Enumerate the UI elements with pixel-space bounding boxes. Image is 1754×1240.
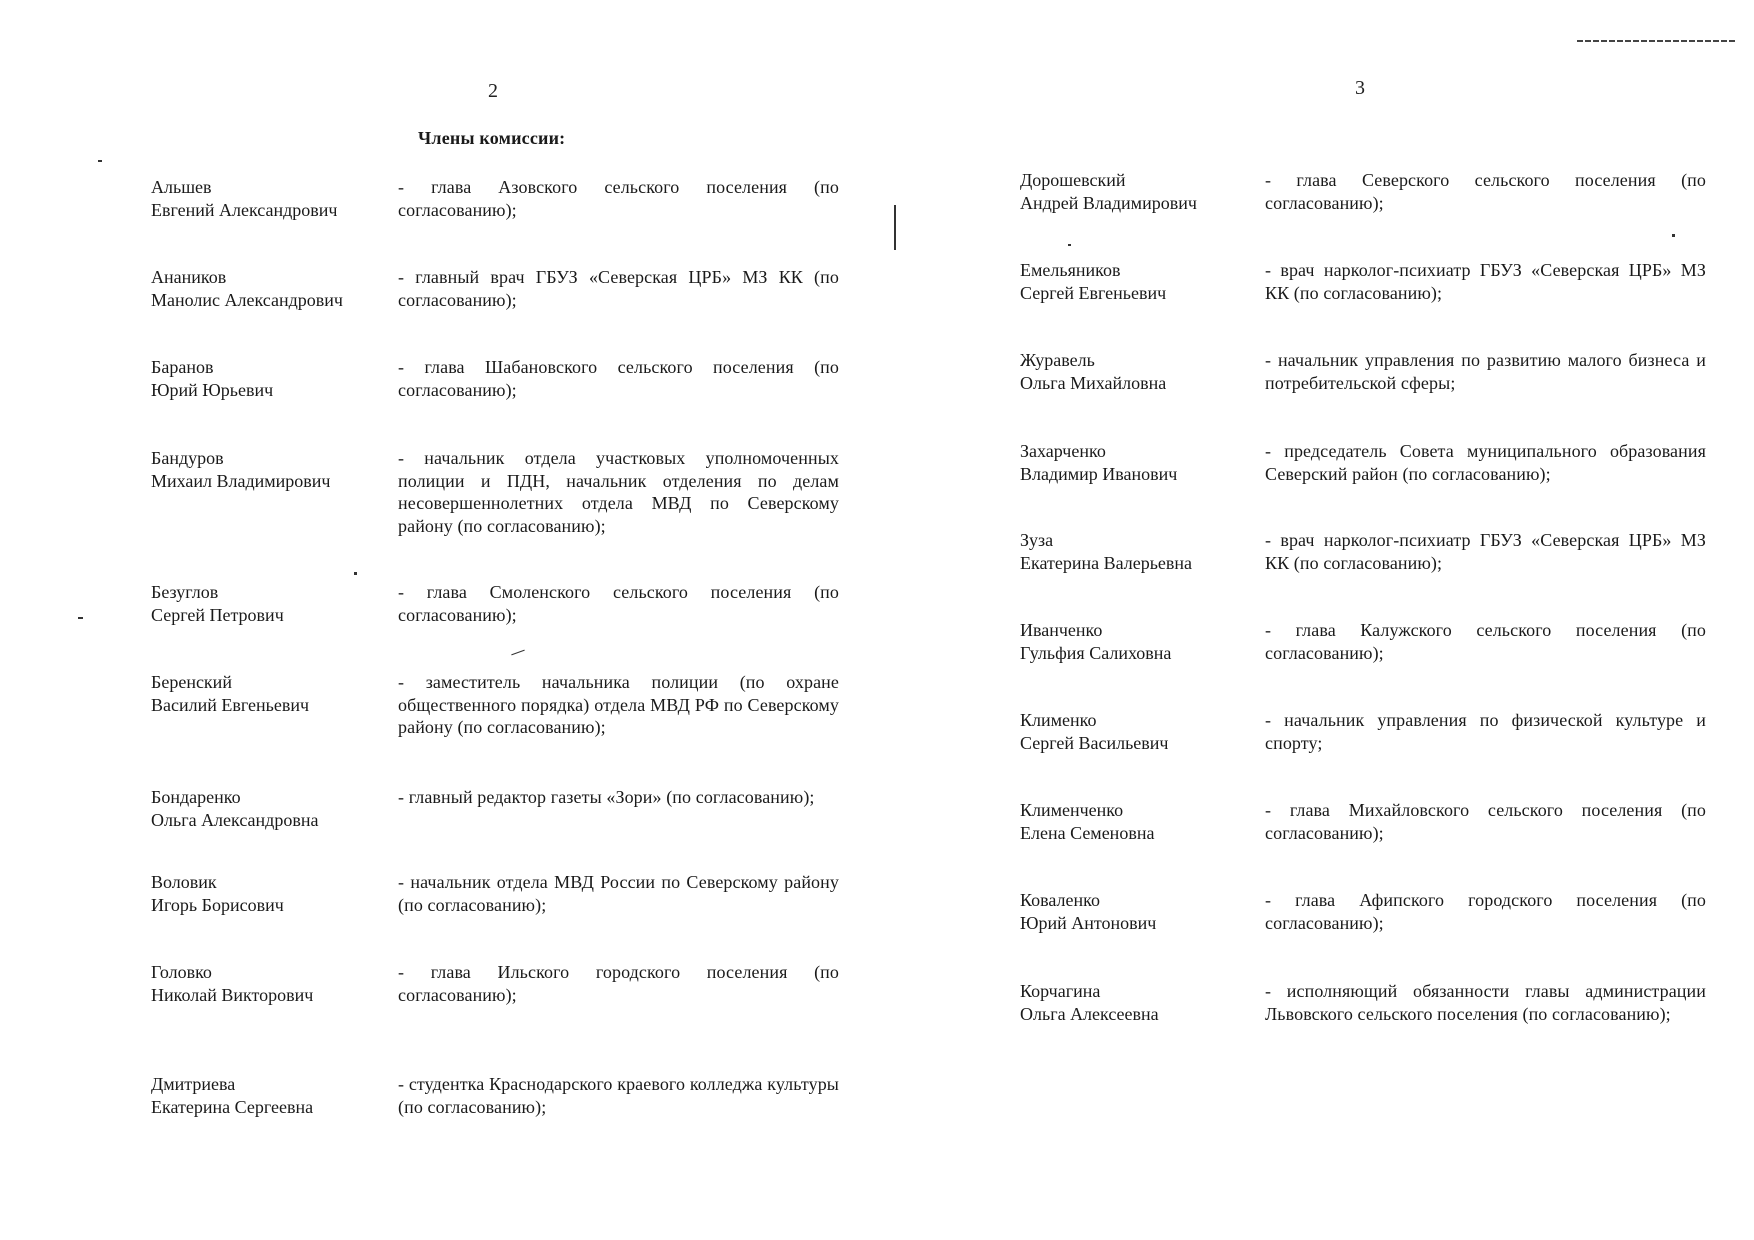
member-role: - глава Северского сельского поселения (по согласованию); (1265, 170, 1706, 213)
member-name (151, 786, 398, 831)
member-given-name: Ольга Михайловна (1020, 372, 1167, 393)
scan-speck (354, 572, 357, 575)
member-role: - глава Афипского городского поселения (по согласованию); (1265, 890, 1706, 933)
member-surname: Дорошевский (1020, 170, 1126, 190)
member-role: - глава Шабановского сельского поселения (по согласованию); (398, 357, 839, 400)
member-given-name: Игорь Борисович (151, 894, 284, 915)
member-given-name: Екатерина Валерьевна (1020, 552, 1193, 573)
member-entry (1020, 980, 1706, 1025)
member-entry (1020, 529, 1706, 574)
member-surname: Зуза (1020, 530, 1054, 550)
member-surname: Журавель (1020, 350, 1095, 370)
scan-artifact-line (1577, 40, 1737, 42)
member-surname: Дмитриева (151, 1074, 236, 1094)
scan-speck (1672, 234, 1675, 237)
member-surname: Анаников (151, 267, 227, 287)
member-surname: Альшев (151, 177, 212, 197)
member-entry (1020, 169, 1706, 214)
member-role: - начальник управления по развитию малого бизнеса и потребительской сферы; (1265, 350, 1706, 393)
member-given-name: Ольга Алексеевна (1020, 1003, 1159, 1024)
member-entry (1020, 799, 1706, 844)
member-name (151, 671, 398, 739)
member-given-name: Екатерина Сергеевна (151, 1096, 314, 1117)
member-given-name: Гульфия Салиховна (1020, 642, 1172, 663)
member-entry (1020, 709, 1706, 754)
member-role: - заместитель начальника полиции (по охране общественного порядка) отдела МВД РФ по Северскому району (по согласованию); (398, 672, 839, 737)
member-given-name: Сергей Евгеньевич (1020, 282, 1167, 303)
scan-speck (511, 650, 524, 656)
member-surname: Захарченко (1020, 441, 1106, 461)
member-name (1020, 889, 1265, 934)
member-name (151, 176, 398, 221)
member-role: - глава Ильского городского поселения (по согласованию); (398, 962, 839, 1005)
member-name (151, 581, 398, 626)
member-given-name: Юрий Юрьевич (151, 379, 274, 400)
member-surname: Баранов (151, 357, 214, 377)
member-surname: Головко (151, 962, 212, 982)
scan-speck (1068, 244, 1071, 246)
right-page (877, 0, 1754, 1240)
member-entry (151, 871, 839, 916)
member-entry (151, 266, 839, 311)
member-role: - глава Михайловского сельского поселения (по согласованию); (1265, 800, 1706, 843)
member-entry (1020, 440, 1706, 485)
member-given-name: Василий Евгеньевич (151, 694, 310, 715)
member-given-name: Ольга Александровна (151, 809, 319, 830)
member-name (1020, 440, 1265, 485)
member-role: - главный редактор газеты «Зори» (по согласованию); (398, 787, 815, 807)
member-entry (151, 786, 839, 831)
member-surname: Безуглов (151, 582, 219, 602)
member-role: - глава Азовского сельского поселения (по согласованию); (398, 177, 839, 220)
member-given-name: Елена Семеновна (1020, 822, 1155, 843)
member-surname: Емельяников (1020, 260, 1121, 280)
member-entry (151, 356, 839, 401)
member-surname: Коваленко (1020, 890, 1100, 910)
member-given-name: Сергей Петрович (151, 604, 284, 625)
member-surname: Беренский (151, 672, 232, 692)
member-entry (151, 581, 839, 626)
member-name (151, 1073, 398, 1118)
member-name (151, 871, 398, 916)
member-entry (151, 176, 839, 221)
member-name (1020, 259, 1265, 304)
member-name (1020, 349, 1265, 394)
scan-speck (98, 160, 102, 162)
member-name (1020, 619, 1265, 664)
member-name (1020, 529, 1265, 574)
member-role: - председатель Совета муниципального образования Северский район (по согласованию); (1265, 441, 1706, 484)
member-entry (1020, 259, 1706, 304)
scan-speck (78, 617, 83, 619)
section-title: Члены комиссии: (418, 128, 566, 148)
member-surname: Клименченко (1020, 800, 1124, 820)
member-given-name: Евгений Александрович (151, 199, 338, 220)
member-surname: Иванченко (1020, 620, 1103, 640)
member-entry (1020, 619, 1706, 664)
member-given-name: Манолис Александрович (151, 289, 343, 310)
member-name (151, 961, 398, 1006)
member-surname: Клименко (1020, 710, 1097, 730)
member-entry (151, 961, 839, 1006)
member-role: - исполняющий обязанности главы администрации Львовского сельского поселения (по согласованию); (1265, 981, 1706, 1024)
member-role: - врач нарколог-психиатр ГБУЗ «Северская ЦРБ» МЗ КК (по согласованию); (1265, 260, 1706, 303)
member-name (1020, 799, 1265, 844)
member-role: - главный врач ГБУЗ «Северская ЦРБ» МЗ КК (по согласованию); (398, 267, 839, 310)
member-role: - врач нарколог-психиатр ГБУЗ «Северская ЦРБ» МЗ КК (по согласованию); (1265, 530, 1706, 573)
member-given-name: Михаил Владимирович (151, 470, 331, 491)
member-given-name: Владимир Иванович (1020, 463, 1178, 484)
member-role: - начальник управления по физической культуре и спорту; (1265, 710, 1706, 753)
member-entry (151, 447, 839, 537)
member-given-name: Юрий Антонович (1020, 912, 1157, 933)
member-given-name: Николай Викторович (151, 984, 314, 1005)
member-given-name: Андрей Владимирович (1020, 192, 1197, 213)
member-surname: Бондаренко (151, 787, 241, 807)
member-name (1020, 709, 1265, 754)
member-role: - глава Смоленского сельского поселения (по согласованию); (398, 582, 839, 625)
page-number: 3 (1355, 77, 1365, 99)
page-number: 2 (488, 80, 498, 102)
member-name (1020, 980, 1265, 1025)
member-name (1020, 169, 1265, 214)
member-name (151, 447, 398, 537)
member-entry (151, 1073, 839, 1118)
member-surname: Воловик (151, 872, 217, 892)
member-surname: Корчагина (1020, 981, 1101, 1001)
member-entry (1020, 889, 1706, 934)
member-name (151, 356, 398, 401)
member-role: - студентка Краснодарского краевого колледжа культуры (по согласованию); (398, 1074, 839, 1117)
member-name (151, 266, 398, 311)
member-entry (1020, 349, 1706, 394)
member-entry (151, 671, 839, 739)
member-surname: Бандуров (151, 448, 224, 468)
member-given-name: Сергей Васильевич (1020, 732, 1169, 753)
member-role: - начальник отдела участковых уполномоченных полиции и ПДН, начальник отделения по делам несовершеннолетних отдела МВД по Северскому району (по согласованию); (398, 448, 839, 536)
member-role: - начальник отдела МВД России по Северскому району (по согласованию); (398, 872, 839, 915)
member-role: - глава Калужского сельского поселения (по согласованию); (1265, 620, 1706, 663)
